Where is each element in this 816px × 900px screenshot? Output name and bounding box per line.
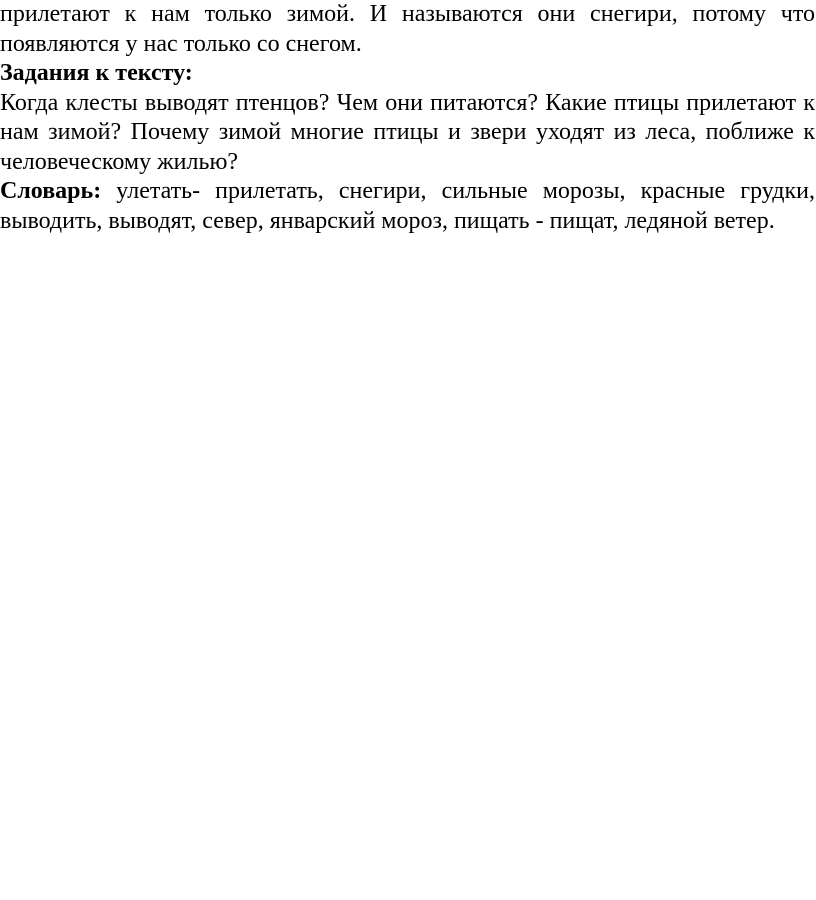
intro-paragraph: прилетают к нам только зимой. И называются они снегири, потому что появляются у нас только со снегом. (0, 1, 815, 57)
tasks-heading: Задания к тексту: (0, 60, 193, 86)
vocabulary-text: улетать- прилетать, снегири, сильные морозы, красные грудки, выводить, выводят, север, январский мороз, пищать - пищат, ледяной ветер. (0, 178, 815, 234)
document-page (0, 0, 815, 236)
vocabulary-label: Словарь: (0, 178, 102, 204)
vocabulary-paragraph (0, 177, 815, 236)
tasks-paragraph: Когда клесты выводят птенцов? Чем они питаются? Какие птицы прилетают к нам зимой? Почему зимой многие птицы и звери уходят из леса, поближе к человеческому жилью? (0, 89, 815, 175)
